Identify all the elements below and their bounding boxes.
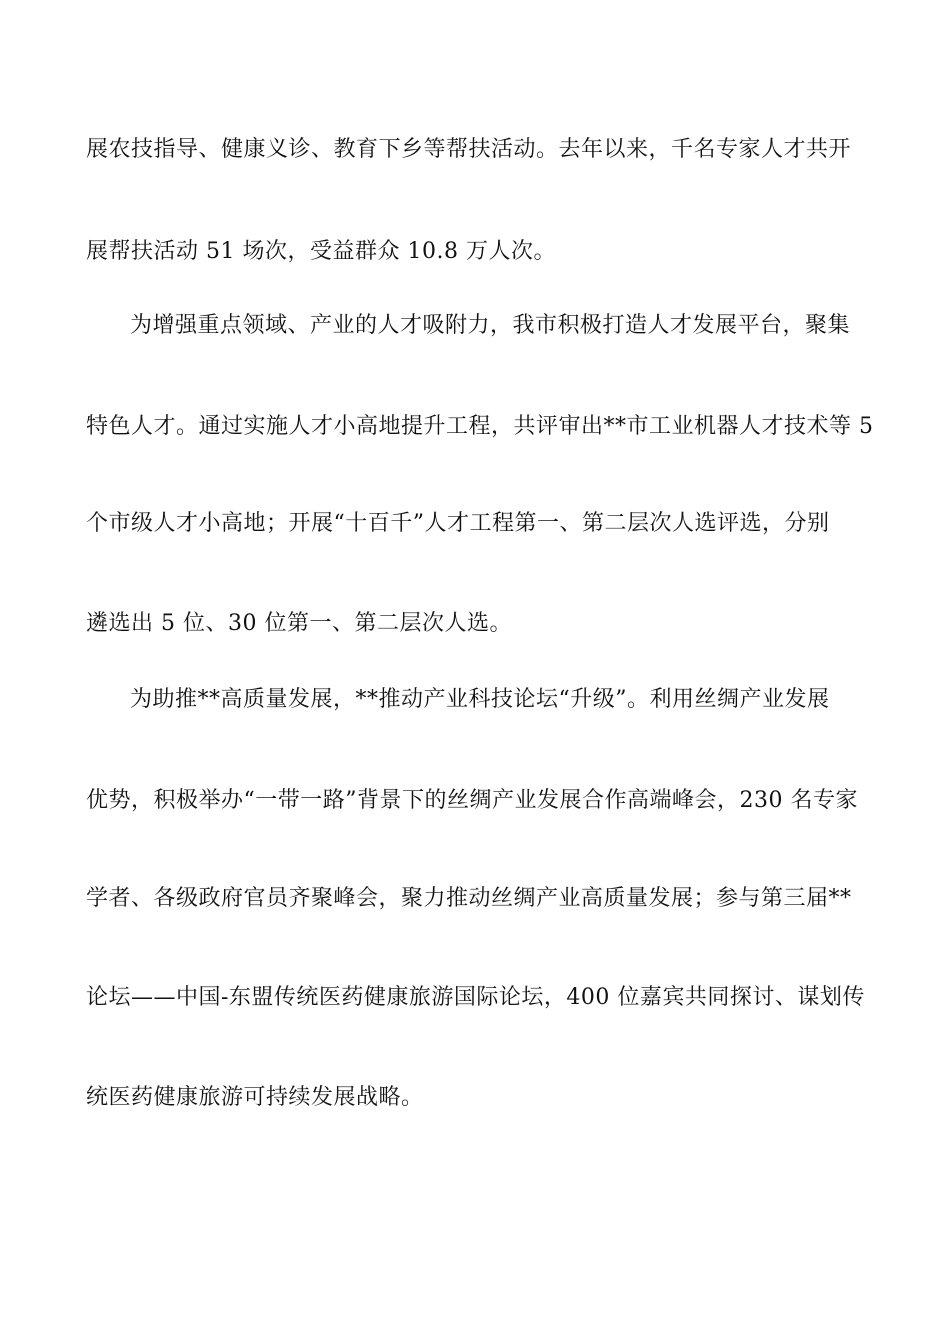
paragraph-2-line-2: 特色人才。通过实施人才小高地提升工程，共评审出**市工业机器人才技术等 5 bbox=[86, 414, 874, 439]
paragraph-3-line-2: 优势，积极举办“一带一路”背景下的丝绸产业发展合作高端峰会，230 名专家 bbox=[86, 788, 858, 813]
paragraph-2-line-4: 遴选出 5 位、30 位第一、第二层次人选。 bbox=[86, 611, 512, 636]
paragraph-3-line-5: 统医药健康旅游可持续发展战略。 bbox=[86, 1085, 424, 1110]
paragraph-3-line-1: 为助推**高质量发展，**推动产业科技论坛“升级”。利用丝绸产业发展 bbox=[130, 687, 830, 712]
paragraph-2-line-1: 为增强重点领域、产业的人才吸附力，我市积极打造人才发展平台，聚集 bbox=[130, 313, 851, 338]
paragraph-2-line-3: 个市级人才小高地；开展“十百千”人才工程第一、第二层次人选评选，分别 bbox=[86, 511, 830, 536]
paragraph-3-line-4: 论坛——中国-东盟传统医药健康旅游国际论坛，400 位嘉宾共同探讨、谋划传 bbox=[86, 985, 865, 1010]
paragraph-1-line-1: 展农技指导、健康义诊、教育下乡等帮扶活动。去年以来，千名专家人才共开 bbox=[86, 137, 852, 162]
paragraph-1-line-2: 展帮扶活动 51 场次，受益群众 10.8 万人次。 bbox=[86, 239, 556, 264]
paragraph-3-line-3: 学者、各级政府官员齐聚峰会，聚力推动丝绸产业高质量发展；参与第三届** bbox=[86, 886, 852, 911]
